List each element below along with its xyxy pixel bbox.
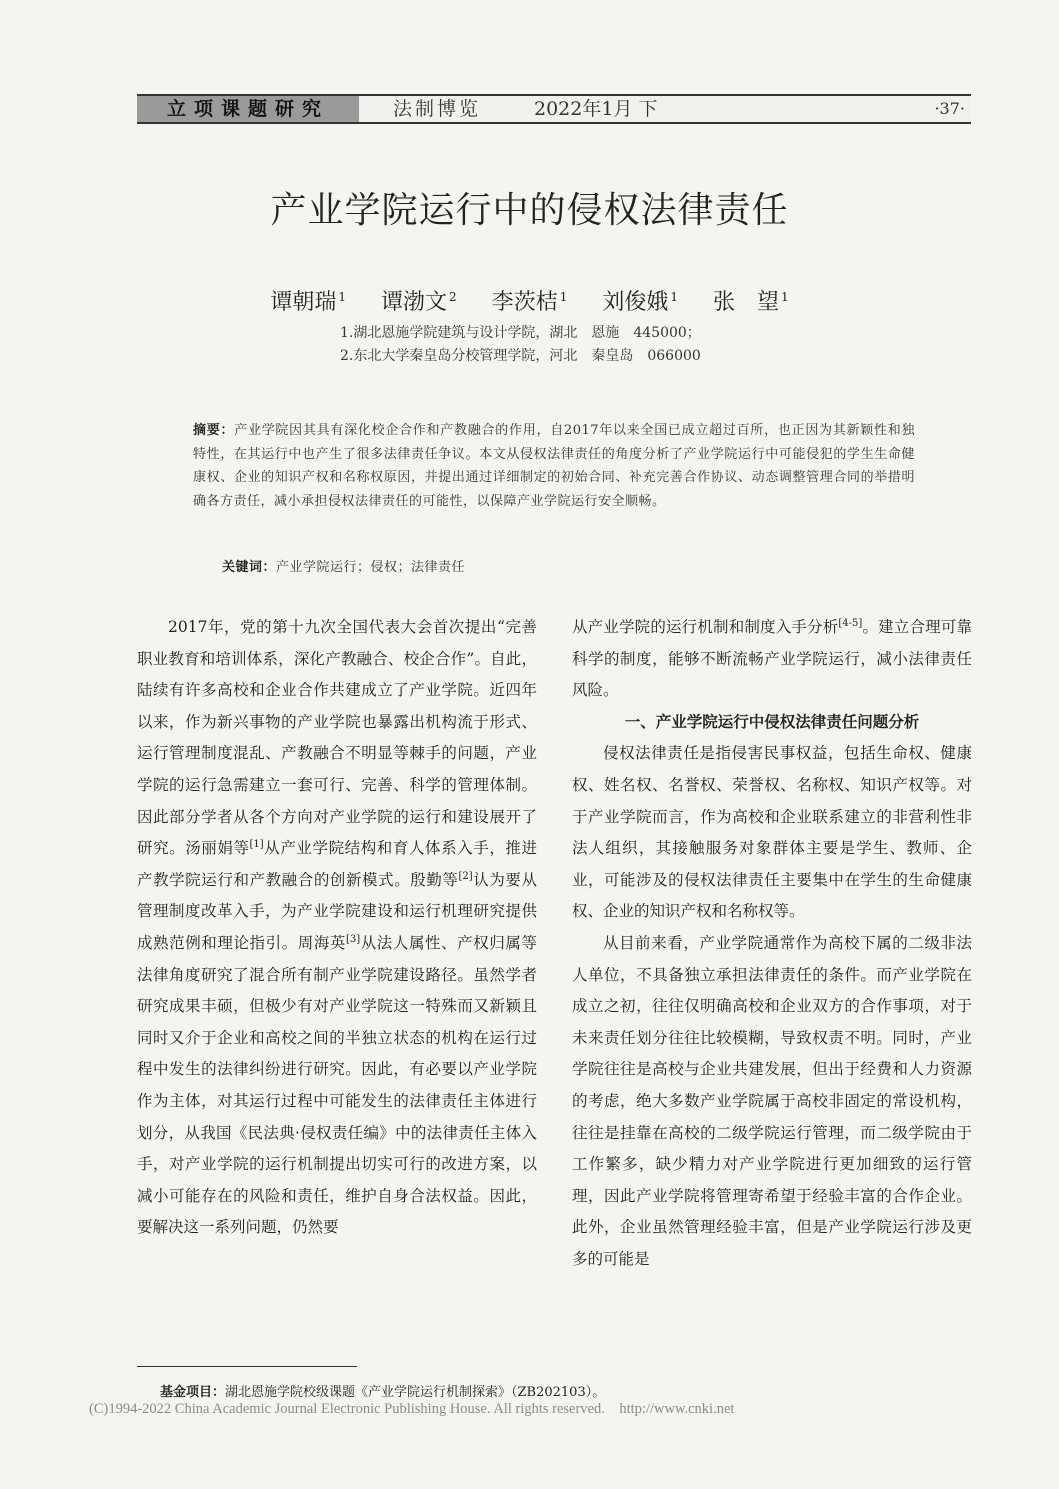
article-title: 产业学院运行中的侵权法律责任 (270, 190, 789, 231)
body-column-left (137, 612, 537, 1244)
footnote-divider (137, 1366, 357, 1367)
column-label: 立项课题研究 (137, 96, 359, 122)
citation: [3] (345, 933, 361, 945)
keywords-label: 关键词： (222, 560, 277, 575)
citation: [4-5] (838, 617, 863, 629)
affiliation: 1.湖北恩施学院建筑与设计学院，湖北 恩施 445000； (340, 325, 701, 341)
abstract-label: 摘要： (193, 423, 235, 438)
author: 张 望 $^1$ (712, 289, 789, 315)
author: 李茨桔 $^1$ (491, 289, 568, 315)
journal-name: 法制博览 (393, 98, 482, 120)
citation: [1] (249, 839, 264, 850)
author: 刘俊娥 $^1$ (602, 289, 678, 315)
copyright-notice: (C)1994-2022 China Academic Journal Electronic Publishing House. All rights reserved. http://www.cnki.net (89, 1401, 735, 1417)
author: 谭朝瑞 $^1$ (270, 289, 347, 315)
funding-footnote: 基金项目：湖北恩施学院校级课题《产业学院运行机制探索》（ZB202103）。 (160, 1385, 606, 1400)
section-heading: 一、产业学院运行中侵权法律责任问题分析 (624, 712, 920, 731)
body-paragraph: 侵权法律责任是指侵害民事权益，包括生命权、健康权、姓名权、名誉权、荣誉权、名称权、知识产权等。对于产业学院而言，作为高校和企业联系建立的非营利性非法人组织，其接触服务对象群体主要是学生、教师、企业，可能涉及的侵权法律责任主要集中在学生的生命健康权、企业的知识产权和名称权等。 (572, 744, 972, 921)
body-paragraph: 从产业学院的运行机制和制度入手分析[4-5]。建立合理可靠科学的制度，能够不断流畅产业学院运行，减小法律责任风险。 (572, 617, 972, 700)
body-paragraph: 从目前来看，产业学院通常作为高校下属的二级非法人单位，不具备独立承担法律责任的条件。而产业学院在成立之初，往往仅明确高校和企业双方的合作事项，对于未来责任划分往往比较模糊，导致权责不明。同时，产业学院往往是高校与企业共建发展，但出于经费和人力资源的考虑，绝大多数产业学院属于高校非固定的常设机构，往往是挂靠在高校的二级学院运行管理，而二级学院由于工作繁多，缺少精力对产业学院进行更加细致的运行管理，因此产业学院将管理寄希望于经验丰富的合作企业。此外，企业虽然管理经验丰富，但是产业学院运行涉及更多的可能是 (572, 933, 972, 1268)
author: 谭渤文 $^2$ (381, 289, 457, 315)
author-list (0, 285, 1059, 316)
keywords-text: 产业学院运行；侵权；法律责任 (276, 560, 466, 575)
abstract-text: 产业学院因其具有深化校企合作和产教融合的作用，自2017年以来全国已成立超过百所，也正因为其新颖性和独特性，在其运行中也产生了很多法律责任争议。本文从侵权法律责任的角度分析了产业学院运行中可能侵犯的学生生命健康权、企业的知识产权和名称权原因，并提出通过详细制定的初始合同、补充完善合作协议、动态调整管理合同的举措明确各方责任，减小承担侵权法律责任的可能性，以保障产业学院运行安全顺畅。 (193, 423, 915, 509)
keywords (222, 556, 465, 575)
body-paragraph: 2017年，党的第十九次全国代表大会首次提出“完善职业教育和培训体系，深化产教融合、校企合作”。自此，陆续有许多高校和企业合作共建成立了产业学院。近四年以来，作为新兴事物的产业学院也暴露出机构流于形式、运行管理制度混乱、产教融合不明显等棘手的问题，产业学院的运行急需建立一套可行、完善、科学的管理体制。因此部分学者从各个方向对产业学院的运行和建设展开了研究。汤丽娟等[1]从产业学院结构和育人体系入手，推进产教学院运行和产教融合的创新模式。殷勤等[2]认为要从管理制度改革入手，为产业学院建设和运行机理研究提供成熟范例和理论指引。周海英[3]从法人属性、产权归属等法律角度研究了混合所有制产业学院建设路径。虽然学者研究成果丰硕，但极少有对产业学院这一特殊而又新颖且同时又介于企业和高校之间的半独立状态的机构在运行过程中发生的法律纠纷进行研究。因此，有必要以产业学院作为主体，对其运行过程中可能发生的法律责任主体进行划分，从我国《民法典·侵权责任编》中的法律责任主体入手，对产业学院的运行机制提出切实可行的改进方案，以减小可能存在的风险和责任，维护自身合法权益。因此，要解决这一系列问题，仍然要 (137, 618, 537, 1237)
page-number: ·37· (934, 99, 965, 118)
body-column-right (572, 612, 972, 1275)
issue-date: 2022年1月 下 (534, 98, 658, 120)
affiliation: 2.东北大学秦皇岛分校管理学院，河北 秦皇岛 066000 (340, 348, 701, 364)
running-header (137, 94, 971, 124)
abstract (193, 419, 915, 513)
citation: [2] (458, 870, 473, 882)
